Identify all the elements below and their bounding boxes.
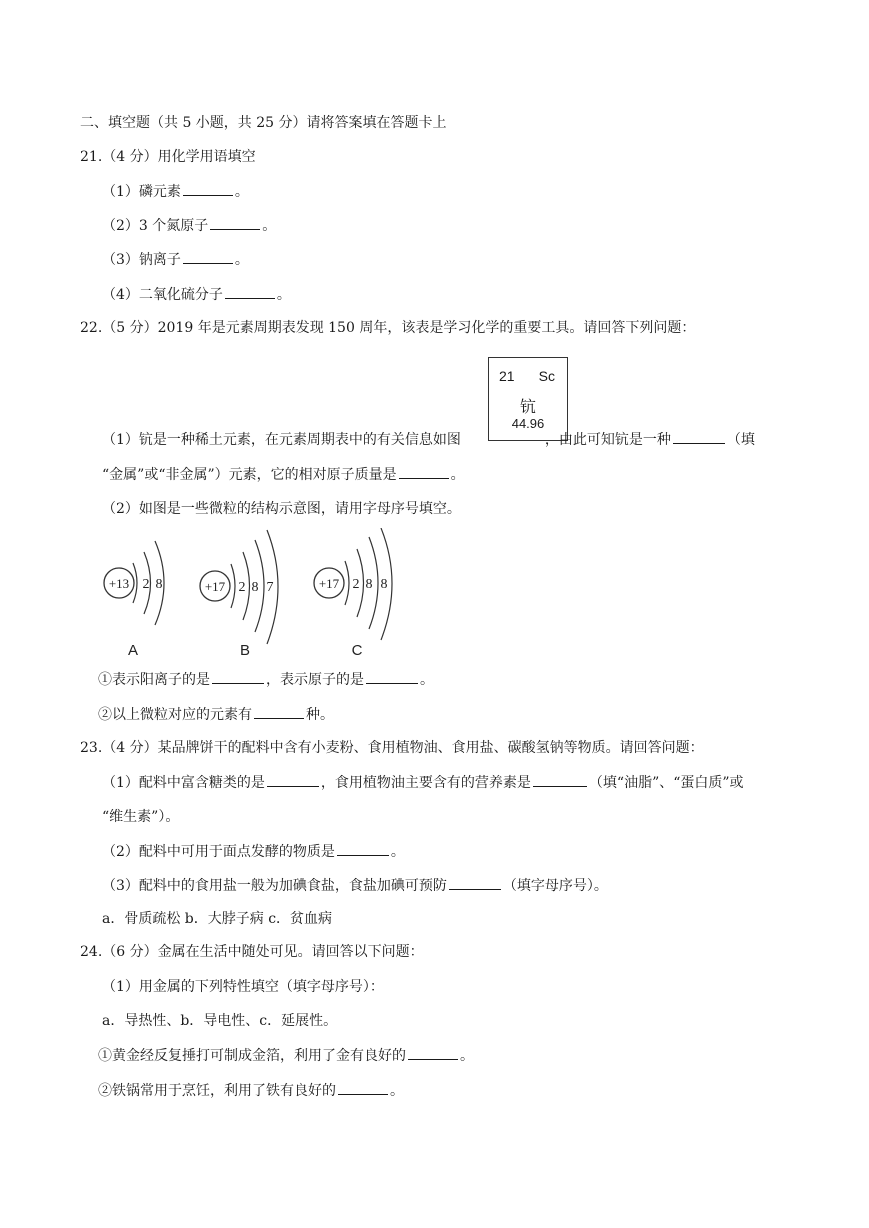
atomic-number: 21 <box>499 368 515 384</box>
q21-item-1 <box>102 181 249 202</box>
q24-sub2 <box>98 1080 404 1101</box>
section-heading: 二、填空题（共 5 小题，共 25 分）请将答案填在答题卡上 <box>80 115 447 131</box>
shell-count: 8 <box>155 577 163 592</box>
answer-blank[interactable] <box>449 875 501 890</box>
q22-sub1-text-b: ，表示原子的是 <box>266 672 364 688</box>
answer-blank[interactable] <box>338 1080 388 1095</box>
q21-item-2-end: 。 <box>262 218 277 234</box>
q21-item-3-end: 。 <box>234 252 249 268</box>
q23-part2-text-a: （2）配料中可用于面点发酵的物质是 <box>102 844 335 860</box>
particle-structure-diagrams <box>95 528 415 660</box>
shell-count: 8 <box>380 577 388 592</box>
q23-part1-text-b: ，食用植物油主要含有的营养素是 <box>320 775 531 791</box>
q21-item-1-text: （1）磷元素 <box>102 184 181 200</box>
atomic-mass: 44.96 <box>511 416 545 431</box>
answer-blank[interactable] <box>267 772 319 787</box>
answer-blank[interactable] <box>210 215 260 230</box>
q24-title: 24.（6 分）金属在生活中随处可见。请回答以下问题： <box>80 944 424 960</box>
shell-count: 8 <box>365 577 373 592</box>
particle-a-diagram <box>104 541 164 659</box>
q21-item-4-text: （4）二氧化硫分子 <box>102 287 223 303</box>
answer-blank[interactable] <box>408 1045 458 1060</box>
shell-count: 2 <box>238 580 246 595</box>
particle-label-c: C <box>351 642 363 659</box>
q21-item-3-text: （3）钠离子 <box>102 252 181 268</box>
q22-sub2 <box>98 704 334 725</box>
q22-part2: （2）如图是一些微粒的结构示意图，请用字母序号填空。 <box>102 501 461 517</box>
q23-part3-text-a: （3）配料中的食用盐一般为加碘食盐，食盐加碘可预防 <box>102 878 447 894</box>
q22-sub1 <box>98 669 434 690</box>
element-name: 钪 <box>519 399 536 416</box>
answer-blank[interactable] <box>366 669 418 684</box>
q22-part1-text-e: 。 <box>450 467 465 483</box>
nucleus-charge-c: +17 <box>318 576 340 591</box>
q22-part1-text-d: “金属”或“非金属”）元素，它的相对原子质量是 <box>102 467 397 483</box>
q23-part2-text-b: 。 <box>390 844 405 860</box>
q21-item-1-end: 。 <box>234 184 249 200</box>
q23-part1-text-a: （1）配料中富含糖类的是 <box>102 775 265 791</box>
shell-count: 7 <box>266 580 274 595</box>
q23-part3 <box>102 875 608 896</box>
q22-sub2-text-a: ②以上微粒对应的元素有 <box>98 707 252 723</box>
q24-sub2-text-a: ②铁锅常用于烹饪，利用了铁有良好的 <box>98 1083 336 1099</box>
q21-item-2 <box>102 215 276 236</box>
electron-shell <box>231 564 235 608</box>
q22-title: 22.（5 分）2019 年是元素周期表发现 150 周年，该表是学习化学的重要工具。请回答下列问题： <box>80 320 696 336</box>
particle-c-diagram <box>314 528 392 659</box>
q22-sub2-text-b: 种。 <box>306 707 334 723</box>
nucleus-charge-b: +17 <box>204 579 226 594</box>
q23-part3-text-b: （填字母序号）。 <box>502 878 608 894</box>
shell-count: 2 <box>142 577 150 592</box>
answer-blank[interactable] <box>673 429 725 444</box>
answer-blank[interactable] <box>183 181 233 196</box>
q23-options: a．骨质疏松 b．大脖子病 c．贫血病 <box>102 911 333 927</box>
q22-sub1-text-c: 。 <box>420 672 434 688</box>
q21-title: 21.（4 分）用化学用语填空 <box>80 149 256 165</box>
q24-sub1-text-b: 。 <box>460 1048 474 1064</box>
q22-sub1-text-a: ①表示阳离子的是 <box>98 672 210 688</box>
q24-sub1 <box>98 1045 474 1066</box>
answer-blank[interactable] <box>225 284 275 299</box>
q24-part1: （1）用金属的下列特性填空（填字母序号）： <box>102 979 384 995</box>
element-symbol: Sc <box>538 368 555 384</box>
q21-item-3 <box>102 249 249 270</box>
answer-blank[interactable] <box>183 249 233 264</box>
q24-sub2-text-b: 。 <box>390 1083 404 1099</box>
shell-count: 2 <box>352 577 360 592</box>
answer-blank[interactable] <box>337 841 389 856</box>
q23-title: 23.（4 分）某品牌饼干的配料中含有小麦粉、食用植物油、食用盐、碳酸氢钠等物质。请回答问题： <box>80 740 704 756</box>
particle-label-b: B <box>239 642 251 659</box>
q23-part1-line2: “维生素”）。 <box>102 809 180 825</box>
q22-part1-text-a: （1）钪是一种稀土元素，在元素周期表中的有关信息如图 <box>102 432 461 448</box>
q23-part1-line1 <box>102 772 744 793</box>
electron-shell <box>345 561 349 605</box>
q22-part1-text-c: （填 <box>726 432 755 448</box>
q23-part1-text-c: （填“油脂”、“蛋白质”或 <box>588 775 744 791</box>
q22-part1-line2 <box>102 464 465 485</box>
answer-blank[interactable] <box>254 704 304 719</box>
q24-options: a．导热性、b．导电性、c．延展性。 <box>102 1013 338 1029</box>
q21-item-4-end: 。 <box>276 287 291 303</box>
q22-part1-line1 <box>102 429 755 450</box>
q21-item-2-text: （2）3 个氮原子 <box>102 218 209 234</box>
q21-item-4 <box>102 284 291 305</box>
answer-blank[interactable] <box>212 669 264 684</box>
q22-part1-text-b: ，由此可知钪是一种 <box>544 432 671 448</box>
answer-blank[interactable] <box>533 772 587 787</box>
q24-sub1-text-a: ①黄金经反复捶打可制成金箔，利用了金有良好的 <box>98 1048 406 1064</box>
nucleus-charge-a: +13 <box>108 576 130 591</box>
particle-label-a: A <box>127 642 139 659</box>
answer-blank[interactable] <box>399 464 449 479</box>
shell-count: 8 <box>251 580 259 595</box>
q23-part2 <box>102 841 405 862</box>
particle-b-diagram <box>200 530 278 659</box>
